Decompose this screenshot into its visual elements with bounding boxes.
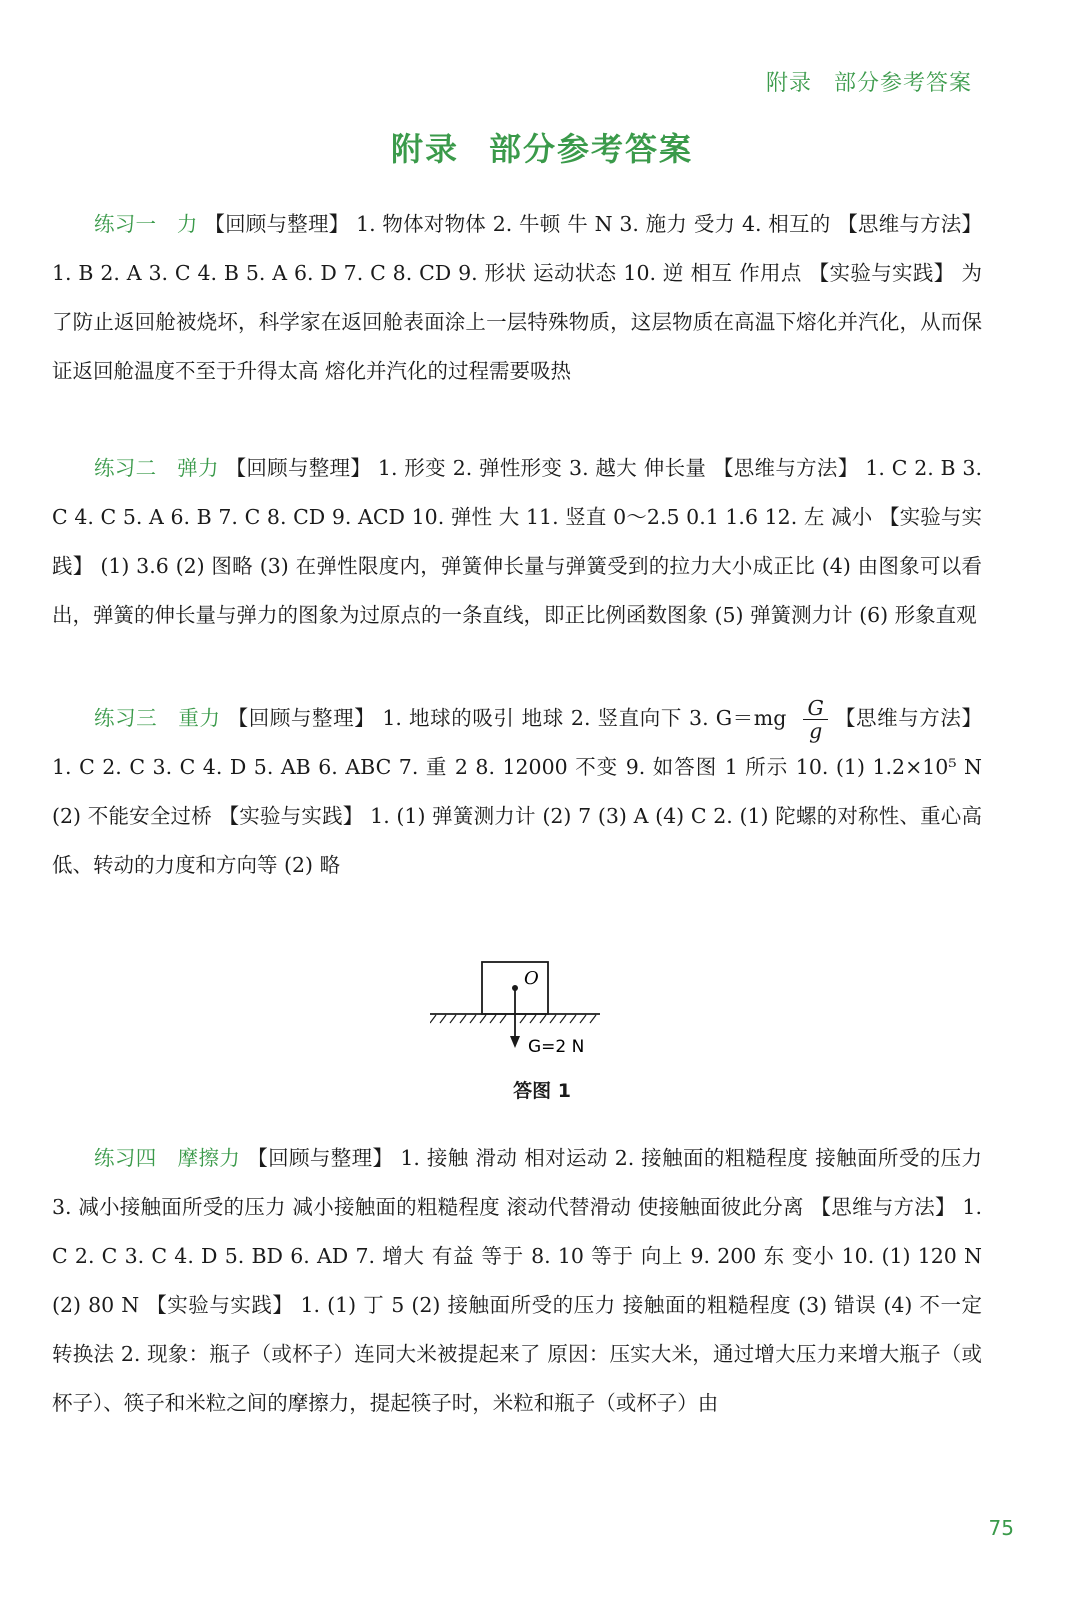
exercise-4-section xyxy=(52,1134,982,1428)
exercise-3-answers-a: 【回顾与整理】 1. 地球的吸引 地球 2. 竖直向下 3. G＝mg xyxy=(227,706,787,730)
gravity-force-label: G=2 N xyxy=(528,1037,585,1057)
running-header-title: 部分参考答案 xyxy=(833,71,972,96)
exercise-2-title: 练习二 弹力 xyxy=(94,456,219,480)
page-number: 75 xyxy=(988,1516,1014,1540)
page-title-appendix: 附录 xyxy=(390,130,459,168)
exercise-1-section xyxy=(52,200,982,396)
point-o-label: O xyxy=(524,968,539,989)
page-title-main: 部分参考答案 xyxy=(489,130,694,168)
gravity-arrow-head xyxy=(510,1036,520,1048)
exercise-4-answers: 【回顾与整理】 1. 接触 滑动 相对运动 2. 接触面的粗糙程度 接触面所受的压力 3. 减小接触面所受的压力 减小接触面的粗糙程度 滚动代替滑动 使接触面彼此分离 【思维与方法】 1. C 2. C 3. C 4. D 5. BD 6. AD 7. 增大 有益 等于 8. 10 等于 向上 9. 200 东 变小 10. (1) 120 N (2) 80 N 【实验与实践】 1. (1) 丁 5 (2) 接触面所受的压力 接触面的粗糙程度 (3) 错误 (4) 不一定 转换法 2. 现象：瓶子（或杯子）连同大米被提起来了 原因：压实大米，通过增大压力来增大瓶子（或杯子）、筷子和米粒之间的摩擦力，提起筷子时，米粒和瓶子（或杯子）由 xyxy=(52,1146,982,1415)
running-header-appendix: 附录 xyxy=(765,71,812,96)
gravity-formula-fraction xyxy=(803,697,827,742)
exercise-3-title: 练习三 重力 xyxy=(94,706,221,730)
exercise-1-answers: 【回顾与整理】 1. 物体对物体 2. 牛顿 牛 N 3. 施力 受力 4. 相互的 【思维与方法】 1. B 2. A 3. C 4. B 5. A 6. D 7. C 8. CD 9. 形状 运动状态 10. 逆 相互 作用点 【实验与实践】 为了防止返回舱被烧坏，科学家在返回舱表面涂上一层特殊物质，这层物质在高温下熔化并汽化，从而保证返回舱温度不至于升得太高 熔化并汽化的过程需要吸热 xyxy=(52,212,983,383)
exercise-1-title: 练习一 力 xyxy=(94,212,198,236)
exercise-3-section xyxy=(52,694,982,890)
answer-figure-1 xyxy=(430,960,600,1060)
fraction-numerator: G xyxy=(803,697,827,720)
running-header xyxy=(766,66,972,97)
page-title xyxy=(0,124,1084,170)
exercise-4-title: 练习四 摩擦力 xyxy=(94,1146,241,1170)
figure-caption: 答图 1 xyxy=(513,1080,571,1102)
ground-hatching xyxy=(430,1015,596,1023)
exercise-2-answers: 【回顾与整理】 1. 形变 2. 弹性形变 3. 越大 伸长量 【思维与方法】 1. C 2. B 3. C 4. C 5. A 6. B 7. C 8. CD 9. ACD 10. 弹性 大 11. 竖直 0～2.5 0.1 1.6 12. 左 减小 【实验与实践】 (1) 3.6 (2) 图略 (3) 在弹性限度内，弹簧伸长量与弹簧受到的拉力大小成正比 (4) 由图象可以看出，弹簧的伸长量与弹力的图象为过原点的一条直线，即正比例函数图象 (5) 弹簧测力计 (6) 形象直观 xyxy=(52,456,982,627)
exercise-3-answers-b: 【思维与方法】 1. C 2. C 3. C 4. D 5. AB 6. ABC 7. 重 2 8. 12000 不变 9. 如答图 1 所示 10. (1) 1.2×10⁵ N (2) 不能安全过桥 【实验与实践】 1. (1) 弹簧测力计 (2) 7 (3) A (4) C 2. (1) 陀螺的对称性、重心高低、转动的力度和方向等 (2) 略 xyxy=(52,706,982,877)
exercise-2-section xyxy=(52,444,982,640)
fraction-denominator: g xyxy=(809,719,823,743)
